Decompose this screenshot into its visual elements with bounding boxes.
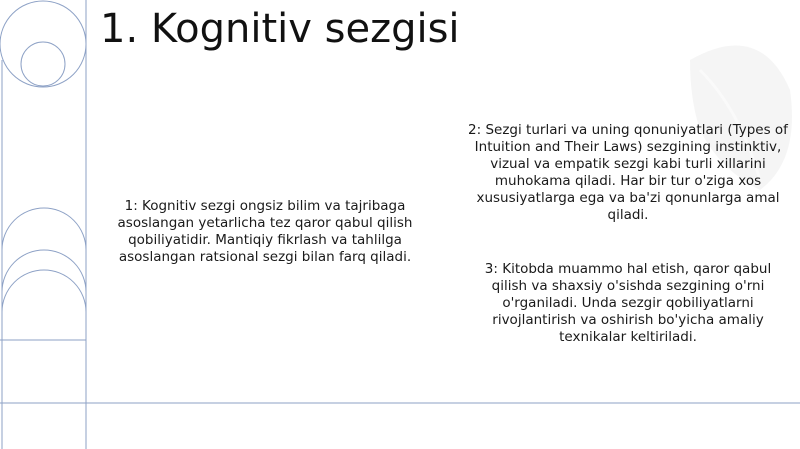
text-block-2: 2: Sezgi turlari va uning qonuniyatlari (Types of Intuition and Their Laws) sezgining instinktiv, vizual va empatik sezgi kabi turli xillarini muhokama qiladi. Har bir tur o'ziga xos xususiyatlarga ega va ba'zi qonunlarga amal qiladi. — [468, 122, 788, 223]
deco-arch — [2, 270, 86, 312]
slide-title: 1. Kognitiv sezgisi — [100, 6, 460, 52]
text-block-3: 3: Kitobda muammo hal etish, qaror qabul qilish va shaxsiy o'sishda sezgining o'rni o'rganiladi. Unda sezgir qobiliyatlarni rivojlantirish va oshirish bo'yicha amaliy texnikalar keltiriladi. — [484, 261, 772, 345]
deco-circle — [21, 42, 65, 86]
text-block-1: 1: Kognitiv sezgi ongsiz bilim va tajribaga asoslangan yetarlicha tez qaror qabul qilish qobiliyatidir. Mantiqiy fikrlash va tahlilga asoslangan ratsional sezgi bilan farq qiladi. — [117, 198, 413, 265]
deco-arch — [2, 250, 86, 292]
deco-arch — [2, 208, 86, 250]
deco-circle — [0, 1, 86, 87]
